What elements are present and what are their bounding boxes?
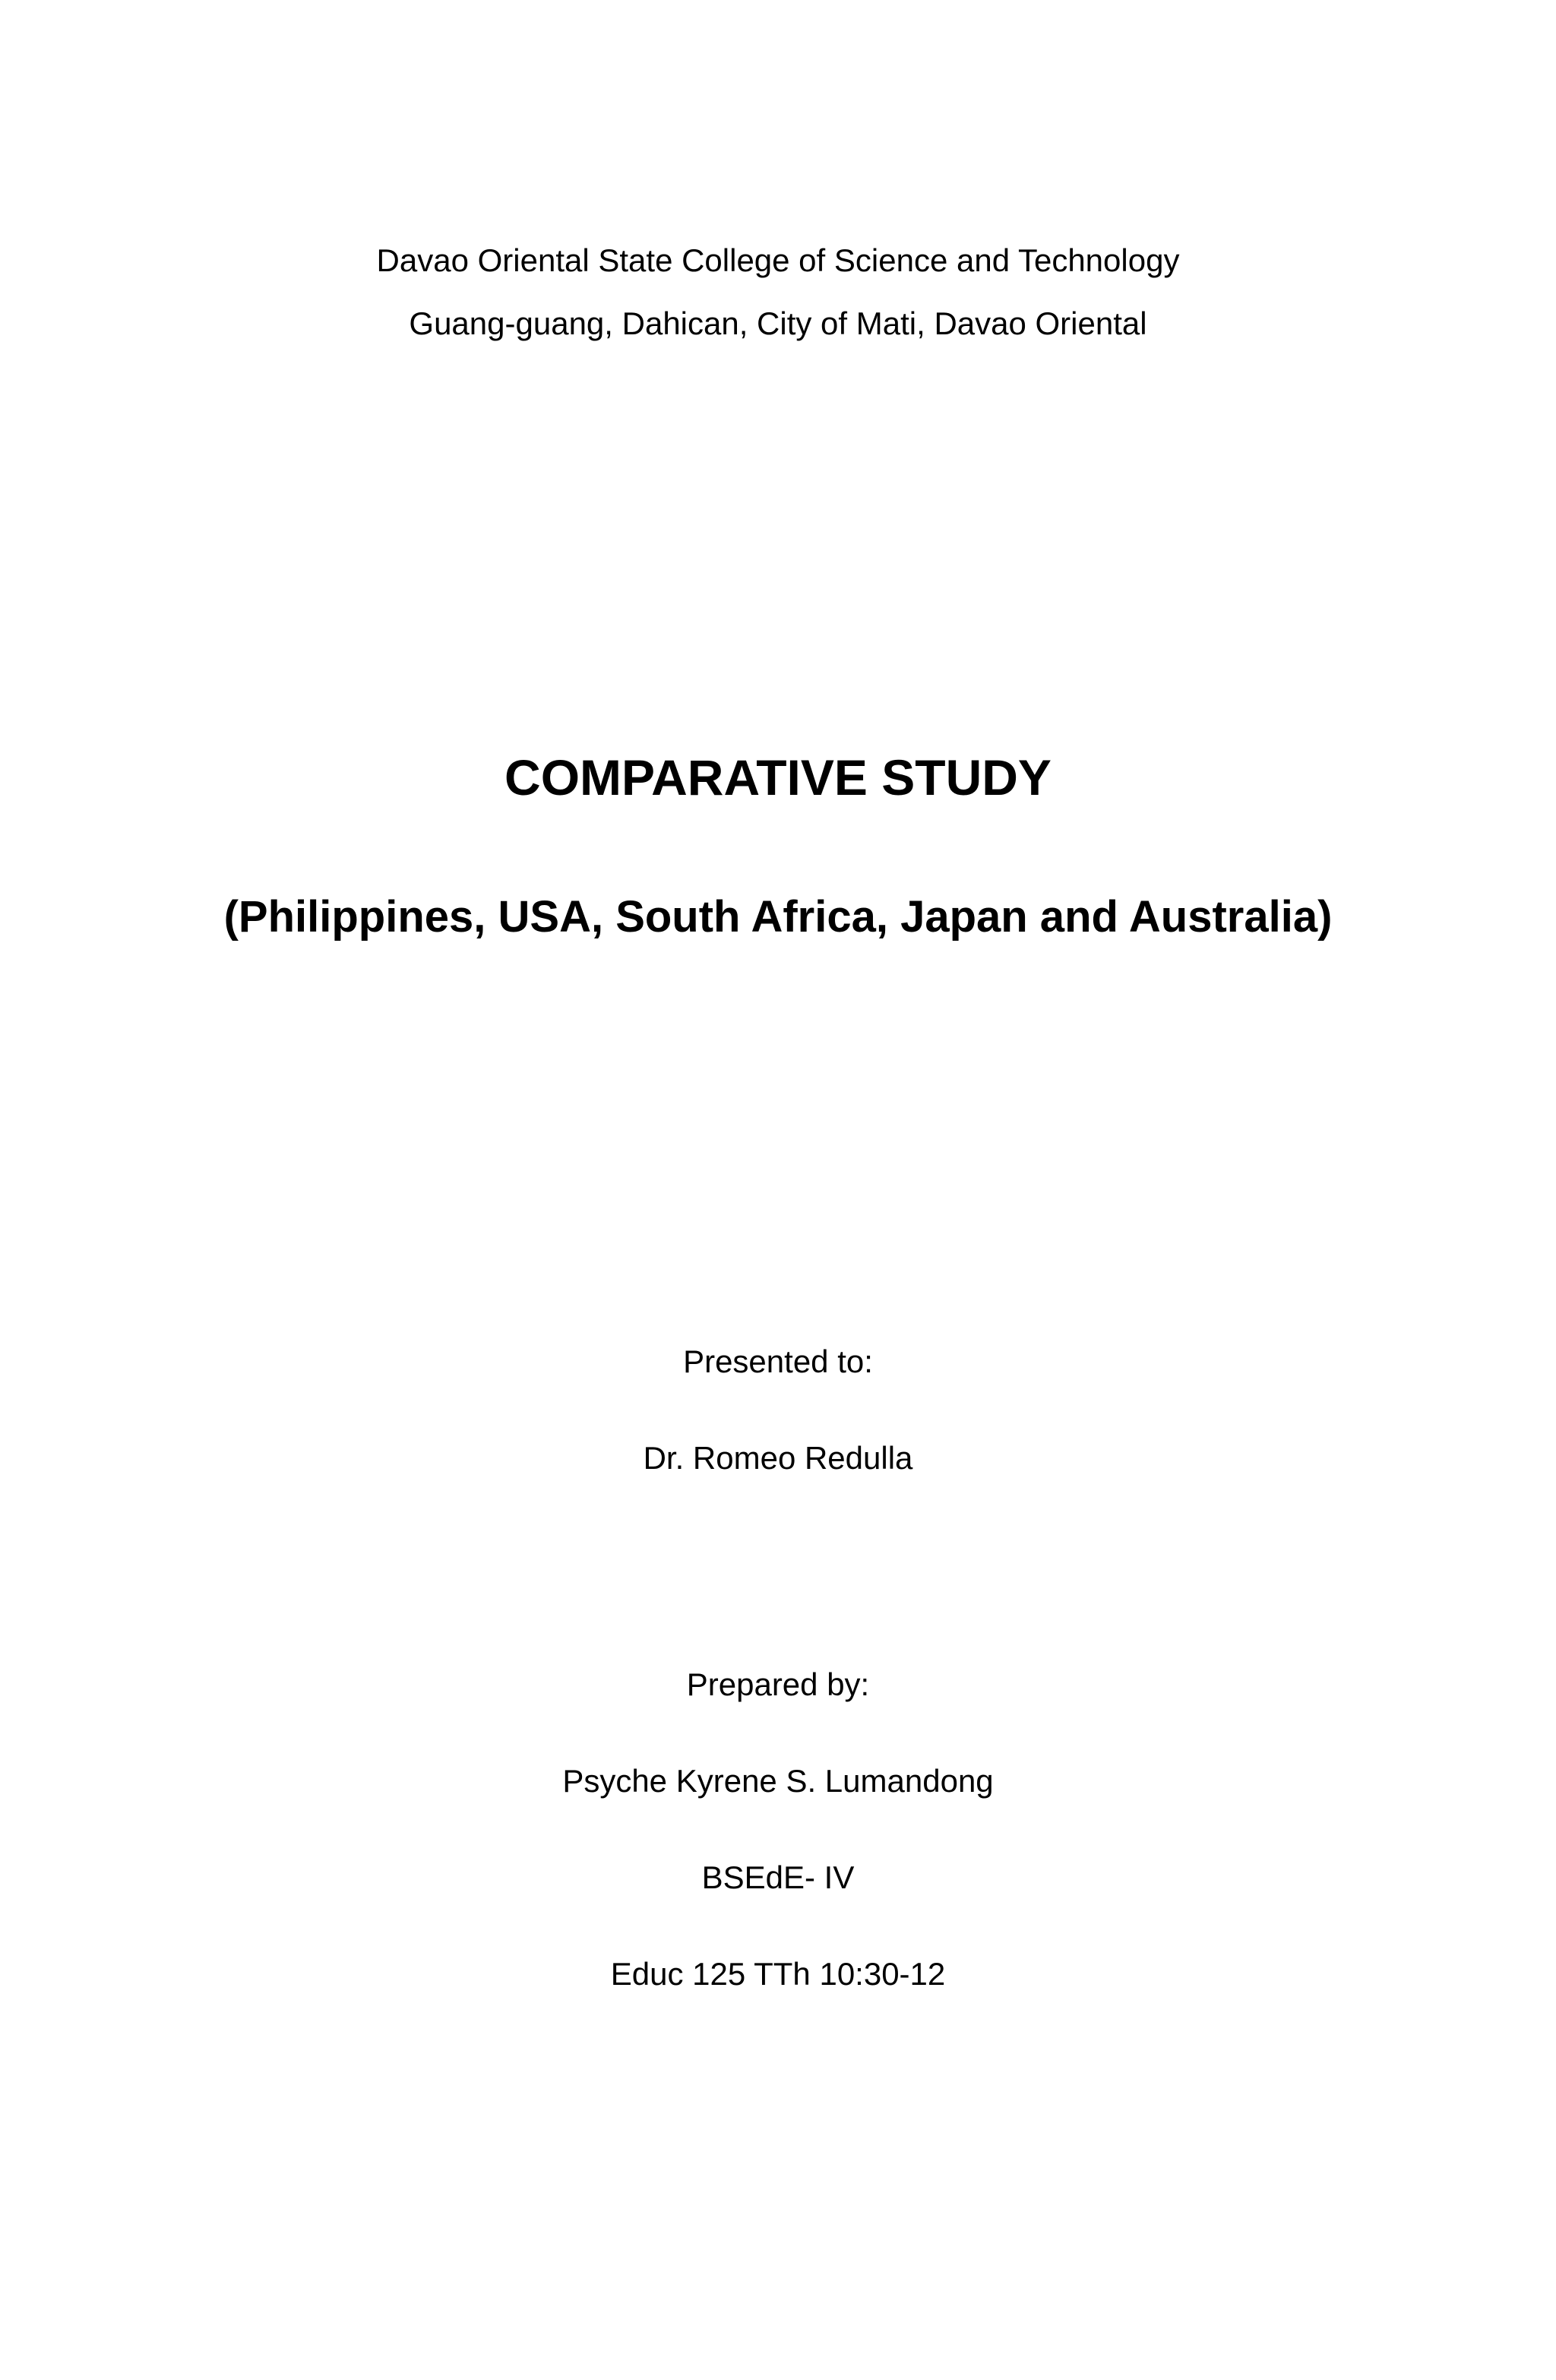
presented-to-label: Presented to: <box>683 1343 873 1379</box>
institution-name: Davao Oriental State College of Science and Technology <box>376 242 1180 278</box>
prepared-by-label: Prepared by: <box>686 1666 870 1702</box>
class-schedule: Educ 125 TTh 10:30-12 <box>610 1956 946 1992</box>
presented-to-name: Dr. Romeo Redulla <box>643 1440 913 1476</box>
prepared-by-name: Psyche Kyrene S. Lumandong <box>562 1763 994 1799</box>
document-subtitle: (Philippines, USA, South Africa, Japan and Australia) <box>223 892 1333 942</box>
institution-address: Guang-guang, Dahican, City of Mati, Davao Oriental <box>409 305 1147 341</box>
document-title: COMPARATIVE STUDY <box>504 749 1052 805</box>
course-section: BSEdE- IV <box>701 1859 855 1895</box>
